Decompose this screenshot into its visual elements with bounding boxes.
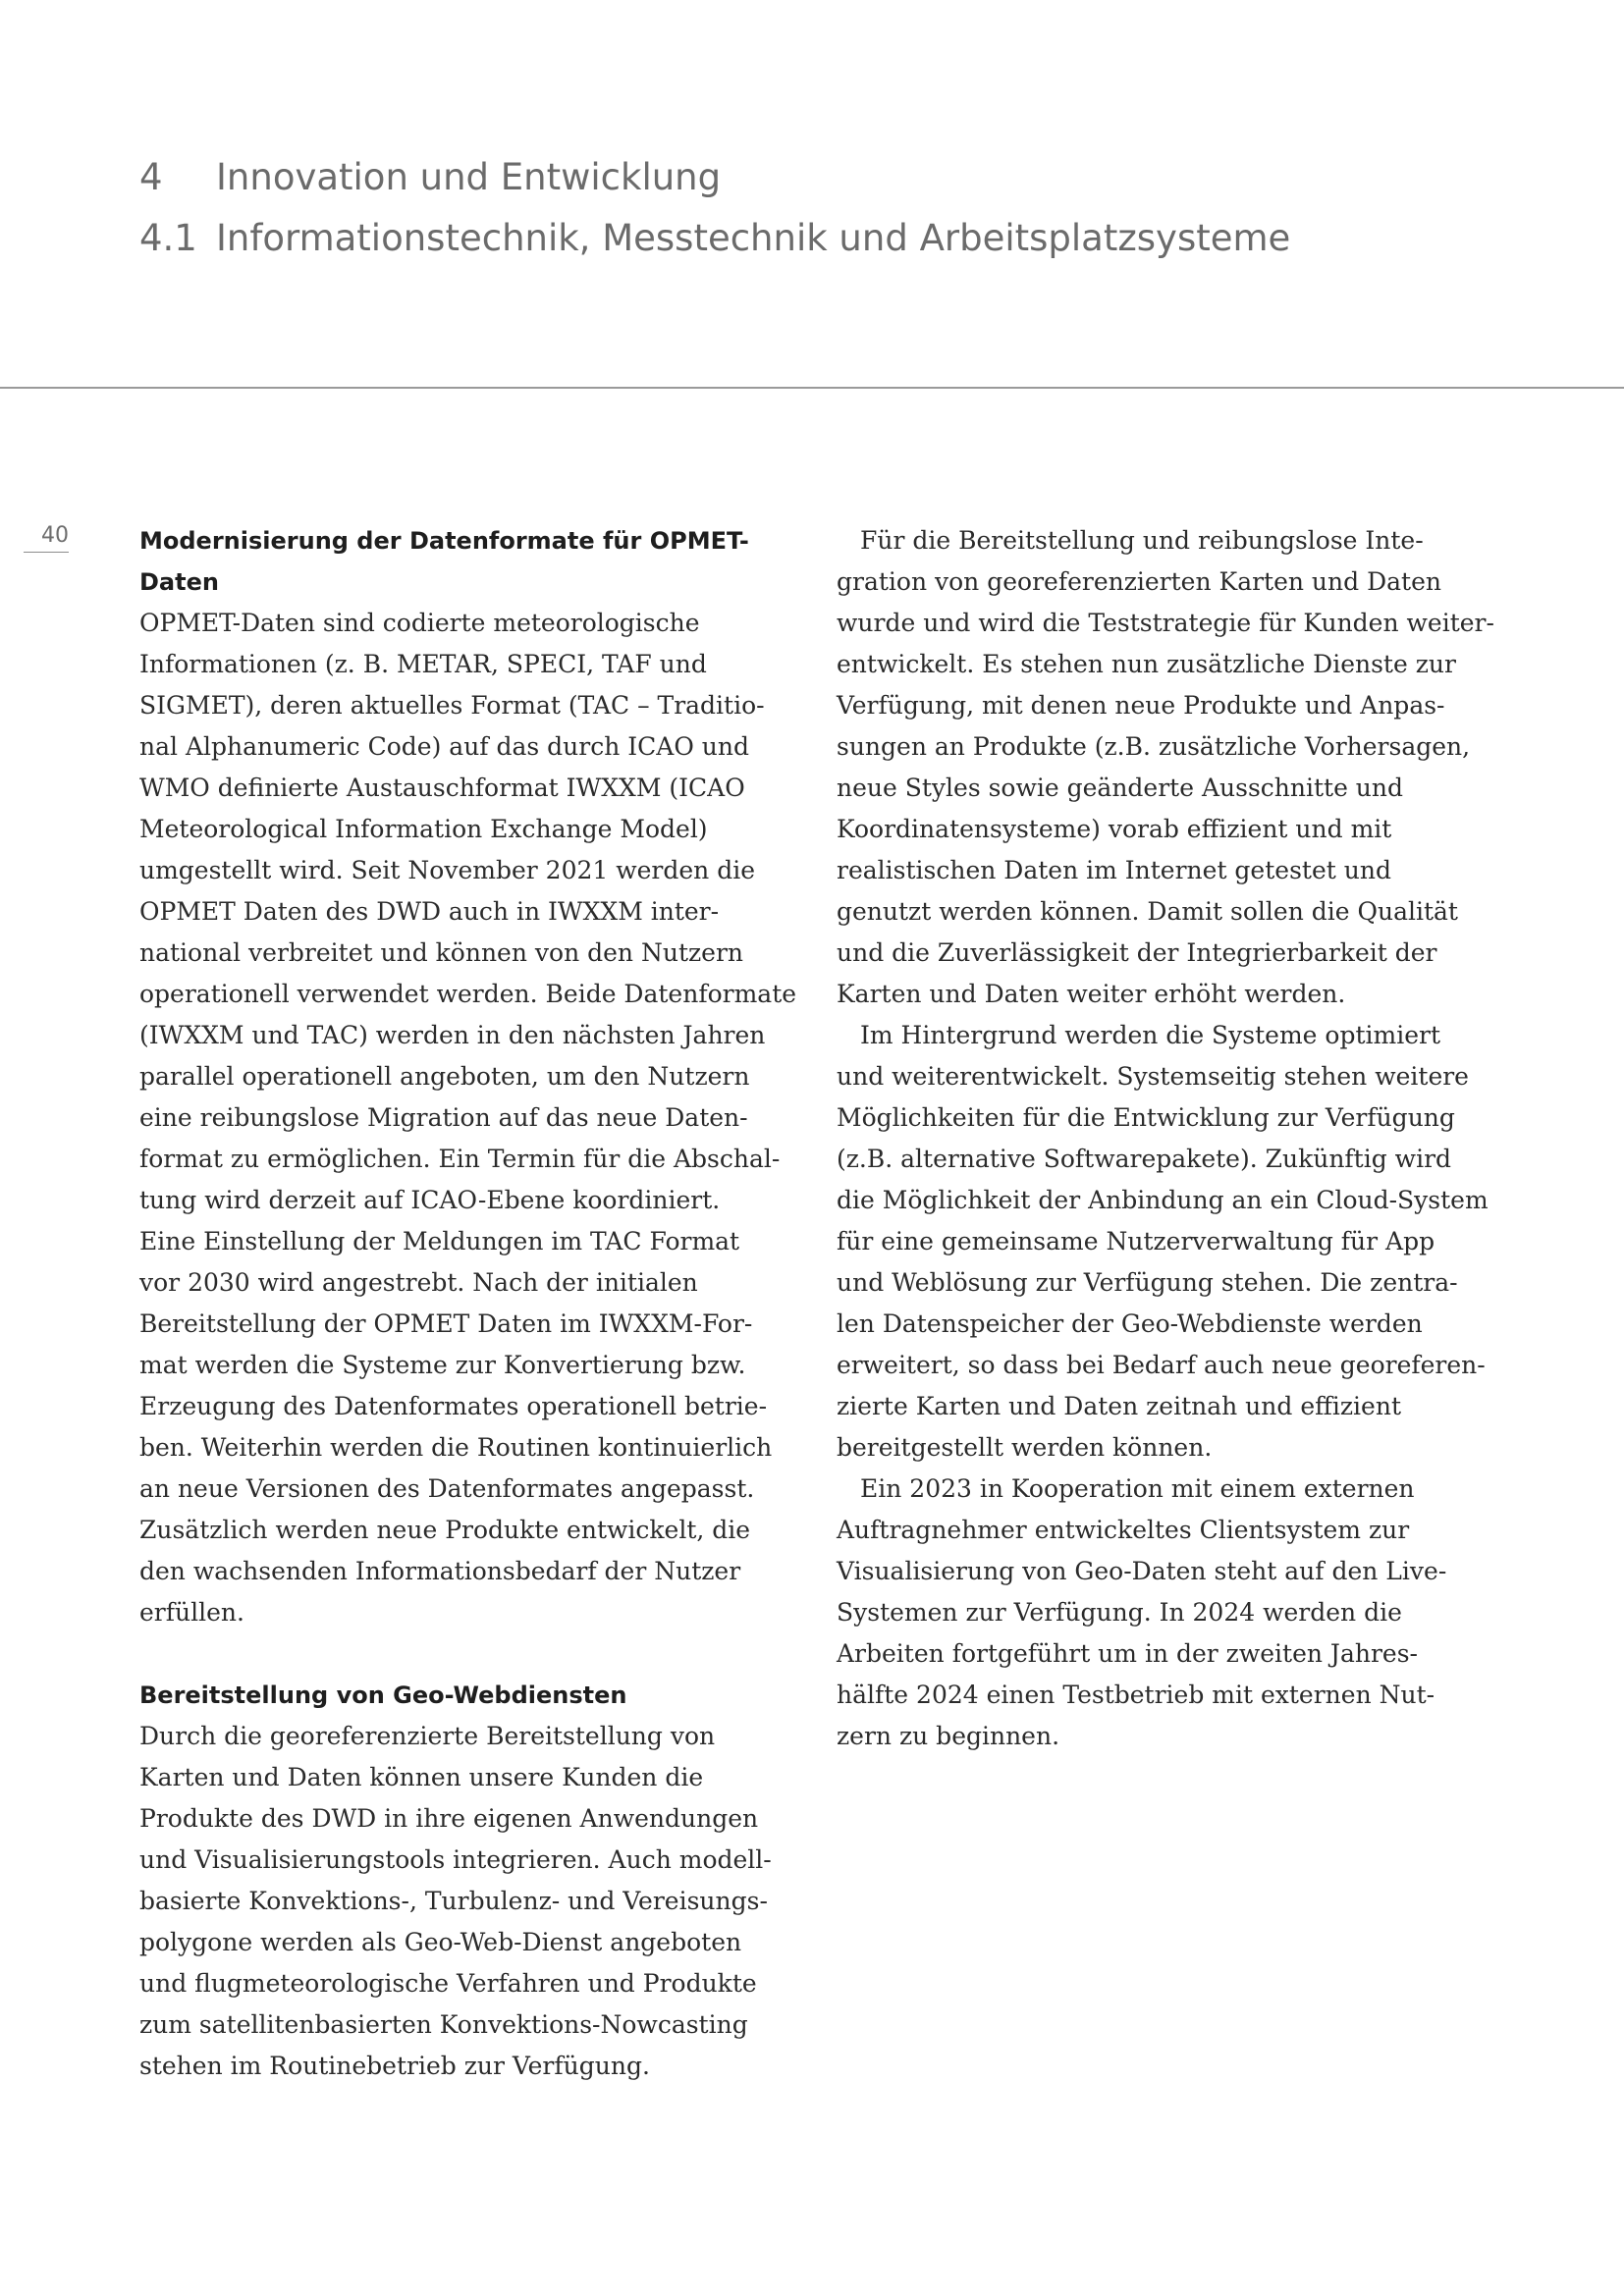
left-column [139,520,807,2087]
chapter-number: 4 [139,156,163,198]
page-header [139,147,1290,269]
right-column [837,520,1504,1757]
chapter-title: Innovation und Entwicklung [216,156,722,198]
section-text-opmet: OPMET-Daten sind codierte meteorologische Informationen (z. B. METAR, SPECI, TAF und SIGMET), deren aktuelles Format (TAC – Traditio- nal Alphanumeric Code) auf das durch ICAO und WMO definierte Austauschformat IWXXM (ICAO Meteorological Information Exchange Model) umgestellt wird. Seit November 2021 werden die OPMET Daten des DWD auch in IWXXM inter- national verbreitet und können von den Nutzern operationell verwendet werden. Beide Datenformate (IWXXM und TAC) werden in den nächsten Jahren parallel operationell angeboten, um den Nutzern eine reibungslose Migration auf das neue Daten- format zu ermöglichen. Ein Termin für die Abschal- tung wird derzeit auf ICAO-Ebene koordiniert. Eine Einstellung der Meldungen im TAC Format vor 2030 wird angestrebt. Nach der initialen Bereitstellung der OPMET Daten im IWXXM-For- mat werden die Systeme zur Konvertierung bzw. Erzeugung des Datenformates operationell betrie- ben. Weiterhin werden die Routinen kontinuierlich an neue Versionen des Datenformates angepasst. Zusätzlich werden neue Produkte entwickelt, die den wachsenden Informationsbedarf der Nutzer erfüllen. [139,609,797,1627]
section-heading-opmet: Modernisierung der Datenformate für OPMET-Daten [139,527,749,596]
section-heading-geo-webdienste: Bereitstellung von Geo-Webdiensten [139,1682,627,1709]
chapter-heading [139,147,1290,208]
section-number: 4.1 [139,217,197,259]
page-number: 40 [24,523,69,553]
section-title: Informationstechnik, Messtechnik und Arbeitsplatzsysteme [216,217,1291,259]
header-divider [0,387,1624,389]
section-text-geo-webdienste: Durch die georeferenzierte Bereitstellung von Karten und Daten können unsere Kunden die Produkte des DWD in ihre eigenen Anwendungen und Visualisierungstools integrieren. Auch modell- basierte Konvektions-, Turbulenz- und Vereisungs- polygone werden als Geo-Web-Dienst angeboten und flugmeteorologische Verfahren und Produkte zum satellitenbasierten Konvektions-Nowcasting stehen im Routinebetrieb zur Verfügung. [139,1722,772,2080]
paragraph-gap [139,1633,807,1675]
section-heading [139,208,1290,269]
paragraph-clientsystem: Ein 2023 in Kooperation mit einem externen Auftragnehmer entwickeltes Clientsystem zur Visualisierung von Geo-Daten steht auf den Live- Systemen zur Verfügung. In 2024 werden die Arbeiten fortgeführt um in der zweiten Jahres- hälfte 2024 einen Testbetrieb mit externen Nut- zern zu beginnen. [837,1474,1447,1750]
paragraph-teststrategie: Für die Bereitstellung und reibungslose Inte- gration von georeferenzierten Karten und Daten wurde und wird die Teststrategie für Kunden weiter- entwickelt. Es stehen nun zusätzliche Dienste zur Verfügung, mit denen neue Produkte und Anpas- sungen an Produkte (z.B. zusätzliche Vorhersagen, neue Styles sowie geänderte Ausschnitte und Koordinatensysteme) vorab effizient und mit realistischen Daten im Internet getestet und genutzt werden können. Damit sollen die Qualität und die Zuverlässigkeit der Integrierbarkeit der Karten und Daten weiter erhöht werden. [837,526,1494,1008]
paragraph-systeme: Im Hintergrund werden die Systeme optimiert und weiterentwickelt. Systemseitig stehen weitere Möglichkeiten für die Entwicklung zur Verfügung (z.B. alternative Softwarepakete). Zukünftig wird die Möglichkeit der Anbindung an ein Cloud-System für eine gemeinsame Nutzerverwaltung für App und Weblösung zur Verfügung stehen. Die zentra- len Datenspeicher der Geo-Webdienste werden erweitert, so dass bei Bedarf auch neue georeferen- zierte Karten und Daten zeitnah und effizient bereitgestellt werden können. [837,1021,1489,1462]
